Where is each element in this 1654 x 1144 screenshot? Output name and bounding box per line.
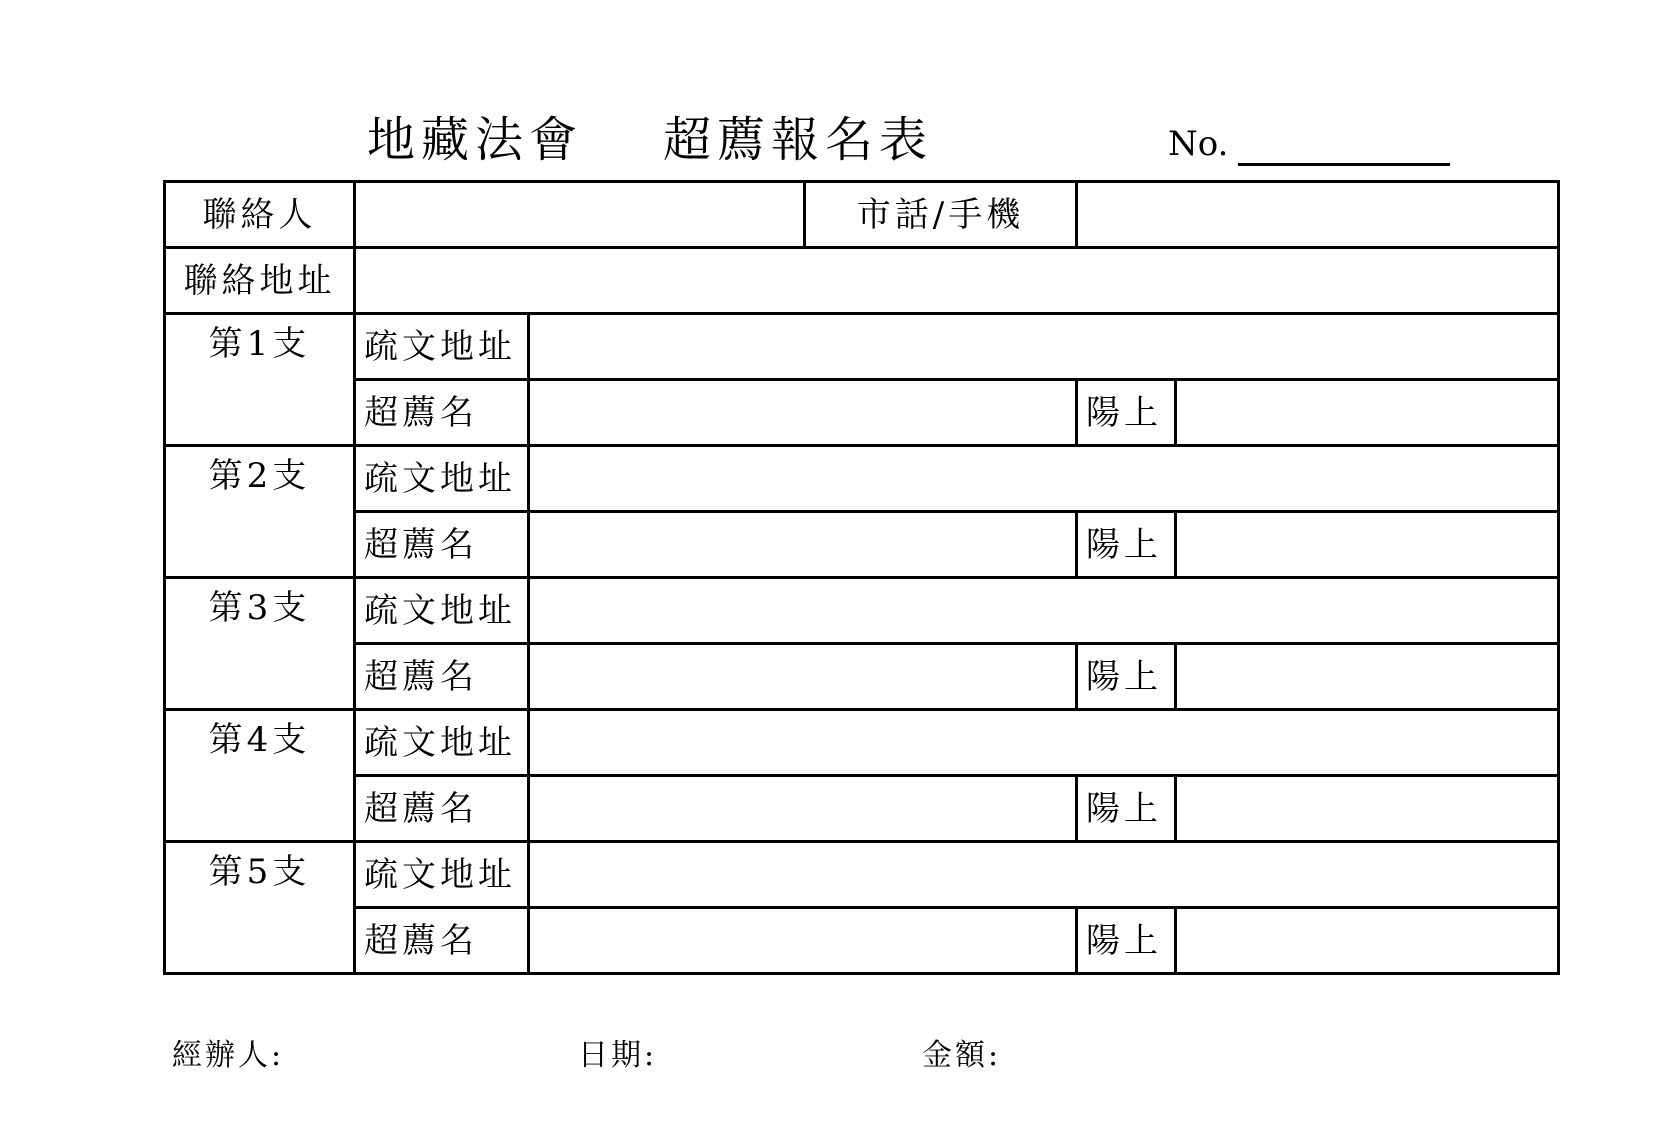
entry-1-label: 第1支	[165, 314, 355, 446]
entry-2-name-row	[165, 512, 1559, 578]
entry-4-yang-label: 陽上	[1077, 776, 1176, 842]
entry-2-label: 第2支	[165, 446, 355, 578]
entry-4-doc-row	[165, 710, 1559, 776]
entry-5-name-field[interactable]	[529, 908, 1077, 974]
date-label: 日期:	[578, 1038, 658, 1073]
entry-2-name-label: 超薦名	[355, 512, 529, 578]
entry-1-name-row	[165, 380, 1559, 446]
contact-label: 聯絡人	[165, 182, 355, 248]
entry-2-yang-field[interactable]	[1176, 512, 1559, 578]
title-form-name: 超薦報名表	[663, 112, 934, 168]
phone-field[interactable]	[1077, 182, 1559, 248]
registration-table	[163, 180, 1560, 975]
entry-1-yang-field[interactable]	[1176, 380, 1559, 446]
address-row	[165, 248, 1559, 314]
entry-4-yang-field[interactable]	[1176, 776, 1559, 842]
entry-1-doc-row	[165, 314, 1559, 380]
entry-4-name-label: 超薦名	[355, 776, 529, 842]
entry-3-name-row	[165, 644, 1559, 710]
entry-3-name-field[interactable]	[529, 644, 1077, 710]
entry-5-yang-label: 陽上	[1077, 908, 1176, 974]
entry-4-label: 第4支	[165, 710, 355, 842]
contact-field[interactable]	[355, 182, 805, 248]
entry-4-name-field[interactable]	[529, 776, 1077, 842]
entry-1-name-label: 超薦名	[355, 380, 529, 446]
serial-number	[1168, 122, 1450, 166]
serial-number-field[interactable]	[1238, 129, 1450, 166]
title-event: 地藏法會	[367, 112, 584, 168]
address-field[interactable]	[355, 248, 1559, 314]
entry-5-label: 第5支	[165, 842, 355, 974]
entry-1-yang-label: 陽上	[1077, 380, 1176, 446]
entry-2-yang-label: 陽上	[1077, 512, 1176, 578]
entry-4-doc-address-label: 疏文地址	[355, 710, 529, 776]
entry-2-doc-address-label: 疏文地址	[355, 446, 529, 512]
entry-3-yang-label: 陽上	[1077, 644, 1176, 710]
entry-5-name-label: 超薦名	[355, 908, 529, 974]
handler-label: 經辦人:	[172, 1038, 285, 1073]
address-label: 聯絡地址	[165, 248, 355, 314]
entry-1-doc-address-label: 疏文地址	[355, 314, 529, 380]
entry-5-doc-row	[165, 842, 1559, 908]
phone-label: 市話/手機	[805, 182, 1077, 248]
amount-label: 金額:	[922, 1038, 1002, 1073]
entry-1-doc-address-field[interactable]	[529, 314, 1559, 380]
entry-3-name-label: 超薦名	[355, 644, 529, 710]
entry-5-yang-field[interactable]	[1176, 908, 1559, 974]
contact-row	[165, 182, 1559, 248]
serial-number-label: No.	[1168, 124, 1229, 164]
entry-3-label: 第3支	[165, 578, 355, 710]
entry-1-name-field[interactable]	[529, 380, 1077, 446]
entry-4-name-row	[165, 776, 1559, 842]
entry-5-doc-address-label: 疏文地址	[355, 842, 529, 908]
entry-2-doc-address-field[interactable]	[529, 446, 1559, 512]
entry-3-doc-address-label: 疏文地址	[355, 578, 529, 644]
entry-3-doc-row	[165, 578, 1559, 644]
entry-3-doc-address-field[interactable]	[529, 578, 1559, 644]
entry-3-yang-field[interactable]	[1176, 644, 1559, 710]
entry-5-name-row	[165, 908, 1559, 974]
entry-2-doc-row	[165, 446, 1559, 512]
entry-4-doc-address-field[interactable]	[529, 710, 1559, 776]
form-title	[367, 108, 933, 172]
entry-2-name-field[interactable]	[529, 512, 1077, 578]
entry-5-doc-address-field[interactable]	[529, 842, 1559, 908]
